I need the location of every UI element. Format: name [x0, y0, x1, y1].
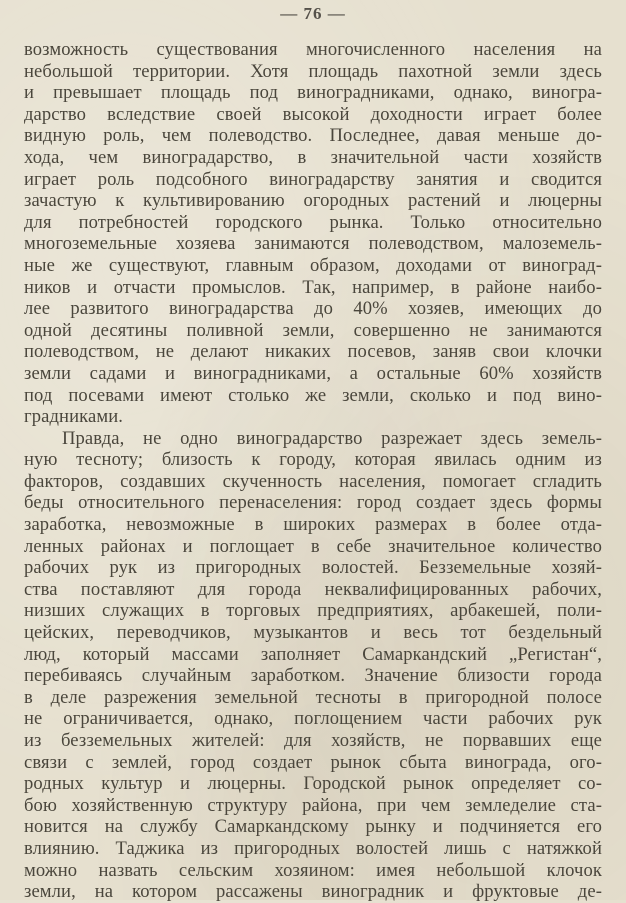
- text-line: земли садами и виноградниками, а остальные 60% хозяйств: [24, 362, 602, 384]
- text-line: под посевами имеют столько же земли, сколько и под вино-: [24, 384, 602, 406]
- text-line: рабочих рук из пригородных волостей. Безземельные хозяй-: [24, 557, 602, 579]
- text-line: беды относительного перенаселения: город создает здесь формы: [24, 492, 602, 514]
- text-line: в деле разрежения земельной тесноты в пригородной полосе: [24, 686, 602, 708]
- paragraph-1: [24, 39, 602, 428]
- text-line: ства поставляют для города неквалифицированных рабочих,: [24, 578, 602, 600]
- text-line: земли, на котором рассажены виноградник и фруктовые де-: [24, 881, 602, 903]
- text-line: низших служащих в торговых предприятиях, арбакешей, поли-: [24, 600, 602, 622]
- text-line: лее развитого виноградарства до 40% хозяев, имеющих до: [24, 298, 602, 320]
- text-line: факторов, создавших скученность населения, помогает сгладить: [24, 470, 602, 492]
- body-text: [24, 39, 602, 903]
- page-number: — 76 —: [280, 4, 346, 23]
- text-line: ников и отчасти промыслов. Так, например, в районе наибо-: [24, 276, 602, 298]
- text-line: хода, чем виноградарство, в значительной части хозяйств: [24, 146, 602, 168]
- text-line: видную роль, чем полеводство. Последнее, давая меньше до-: [24, 125, 602, 147]
- text-line: цейских, переводчиков, музыкантов и весь тот бездельный: [24, 622, 602, 644]
- text-line: полеводством, не делают никаких посевов, заняв свои клочки: [24, 341, 602, 363]
- text-line: люд, который массами заполняет Самаркандский „Регистан“,: [24, 643, 602, 665]
- text-line: перебиваясь случайным заработком. Значение близости города: [24, 665, 602, 687]
- text-line: многоземельные хозяева занимаются полеводством, малоземель-: [24, 233, 602, 255]
- text-line: ные же существуют, главным образом, доходами от виноград-: [24, 254, 602, 276]
- text-line: можно назвать сельским хозяином: имея небольшой клочок: [24, 859, 602, 881]
- text-line: для потребностей городского рынка. Только относительно: [24, 211, 602, 233]
- text-line: небольшой территории. Хотя площадь пахотной земли здесь: [24, 60, 602, 82]
- text-line: Правда, не одно виноградарство разрежает здесь земель-: [62, 427, 602, 449]
- paragraph-2: [24, 428, 602, 903]
- text-line: ную тесноту; близость к городу, которая явилась одним из: [24, 449, 602, 471]
- text-line: играет роль подсобного виноградарству занятия и сводится: [24, 168, 602, 190]
- text-line: бою хозяйственную структуру района, при чем земледелие ста-: [24, 794, 602, 816]
- text-line: градниками.: [24, 406, 124, 428]
- text-line: одной десятины поливной земли, совершенно не занимаются: [24, 319, 602, 341]
- text-line: заработка, невозможные в широких размерах в более отда-: [24, 514, 602, 536]
- text-line: новится на службу Самаркандскому рынку и подчиняется его: [24, 816, 602, 838]
- text-line: ленных районах и поглощает в себе значительное количество: [24, 535, 602, 557]
- text-line: связи с землей, город создает рынок сбыта винограда, ого-: [24, 751, 602, 773]
- text-line: возможность существования многочисленного населения на: [24, 39, 602, 60]
- text-line: влиянию. Таджика из пригородных волостей лишь с натяжкой: [24, 837, 602, 859]
- text-line: и превышает площадь под виноградниками, однако, виногра-: [24, 82, 602, 104]
- text-line: родных культур и люцерны. Городской рынок определяет со-: [24, 773, 602, 795]
- text-line: зачастую к культивированию огородных растений и люцерны: [24, 190, 602, 212]
- text-line: не ограничивается, однако, поглощением части рабочих рук: [24, 708, 602, 730]
- text-line: из безземельных жителей: для хозяйств, не порвавших еще: [24, 730, 602, 751]
- text-line: дарство вследствие своей высокой доходности играет более: [24, 103, 602, 125]
